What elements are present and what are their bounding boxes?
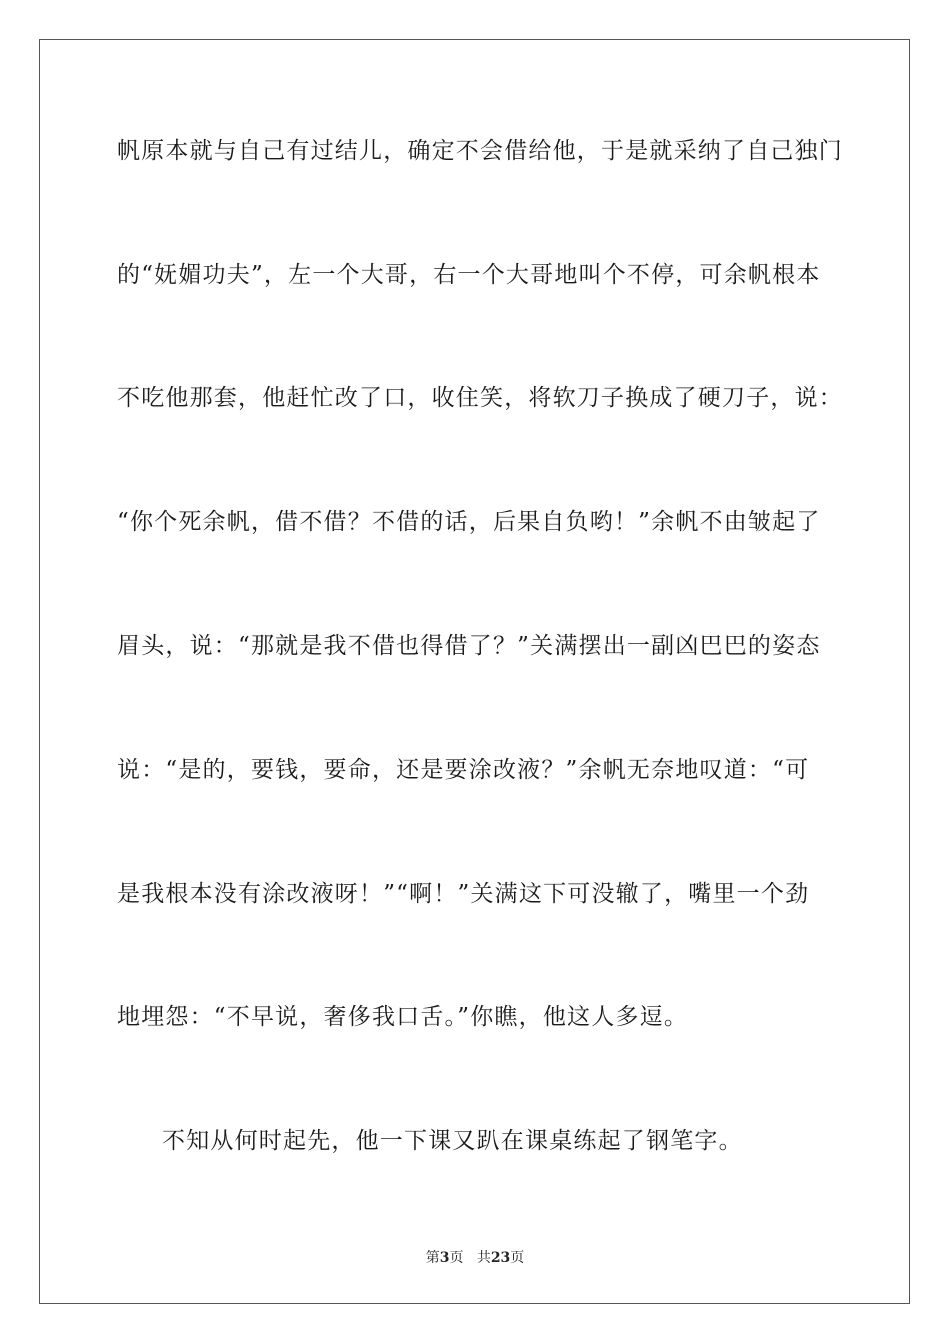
text-line-8: 地埋怨：“不早说，奢侈我口舌。”你瞧，他这人多逗。 [117,1004,689,1030]
page-number: 3 [439,1250,450,1266]
text-line-7: 是我根本没有涂改液呀！”“啊！”关满这下可没辙了，嘴里一个劲 [117,881,810,907]
page-suffix: 页 [449,1250,464,1266]
text-line-6: 说：“是的，要钱，要命，还是要涂改液？”余帆无奈地叹道：“可 [117,757,810,783]
page-footer [0,1249,950,1267]
text-line-5: 眉头，说：“那就是我不借也得借了？”关满摆出一副凶巴巴的姿态 [117,633,821,659]
text-line-9: 不知从何时起先，他一下课又趴在课桌练起了钢笔字。 [162,1128,743,1154]
total-pages: 23 [490,1250,511,1266]
page-frame [39,39,910,1304]
text-line-1: 帆原本就与自己有过结儿，确定不会借给他，于是就采纳了自己独门 [117,138,843,164]
total-prefix: 共 [476,1250,491,1266]
text-line-4: “你个死余帆，借不借？不借的话，后果自负哟！”余帆不由皱起了 [117,509,821,535]
page-prefix: 第 [425,1250,440,1266]
text-line-3: 不吃他那套，他赶忙改了口，收住笑，将软刀子换成了硬刀子，说： [117,385,843,411]
text-line-2: 的“妩媚功夫”，左一个大哥，右一个大哥地叫个不停，可余帆根本 [117,262,821,288]
total-suffix: 页 [510,1250,525,1266]
